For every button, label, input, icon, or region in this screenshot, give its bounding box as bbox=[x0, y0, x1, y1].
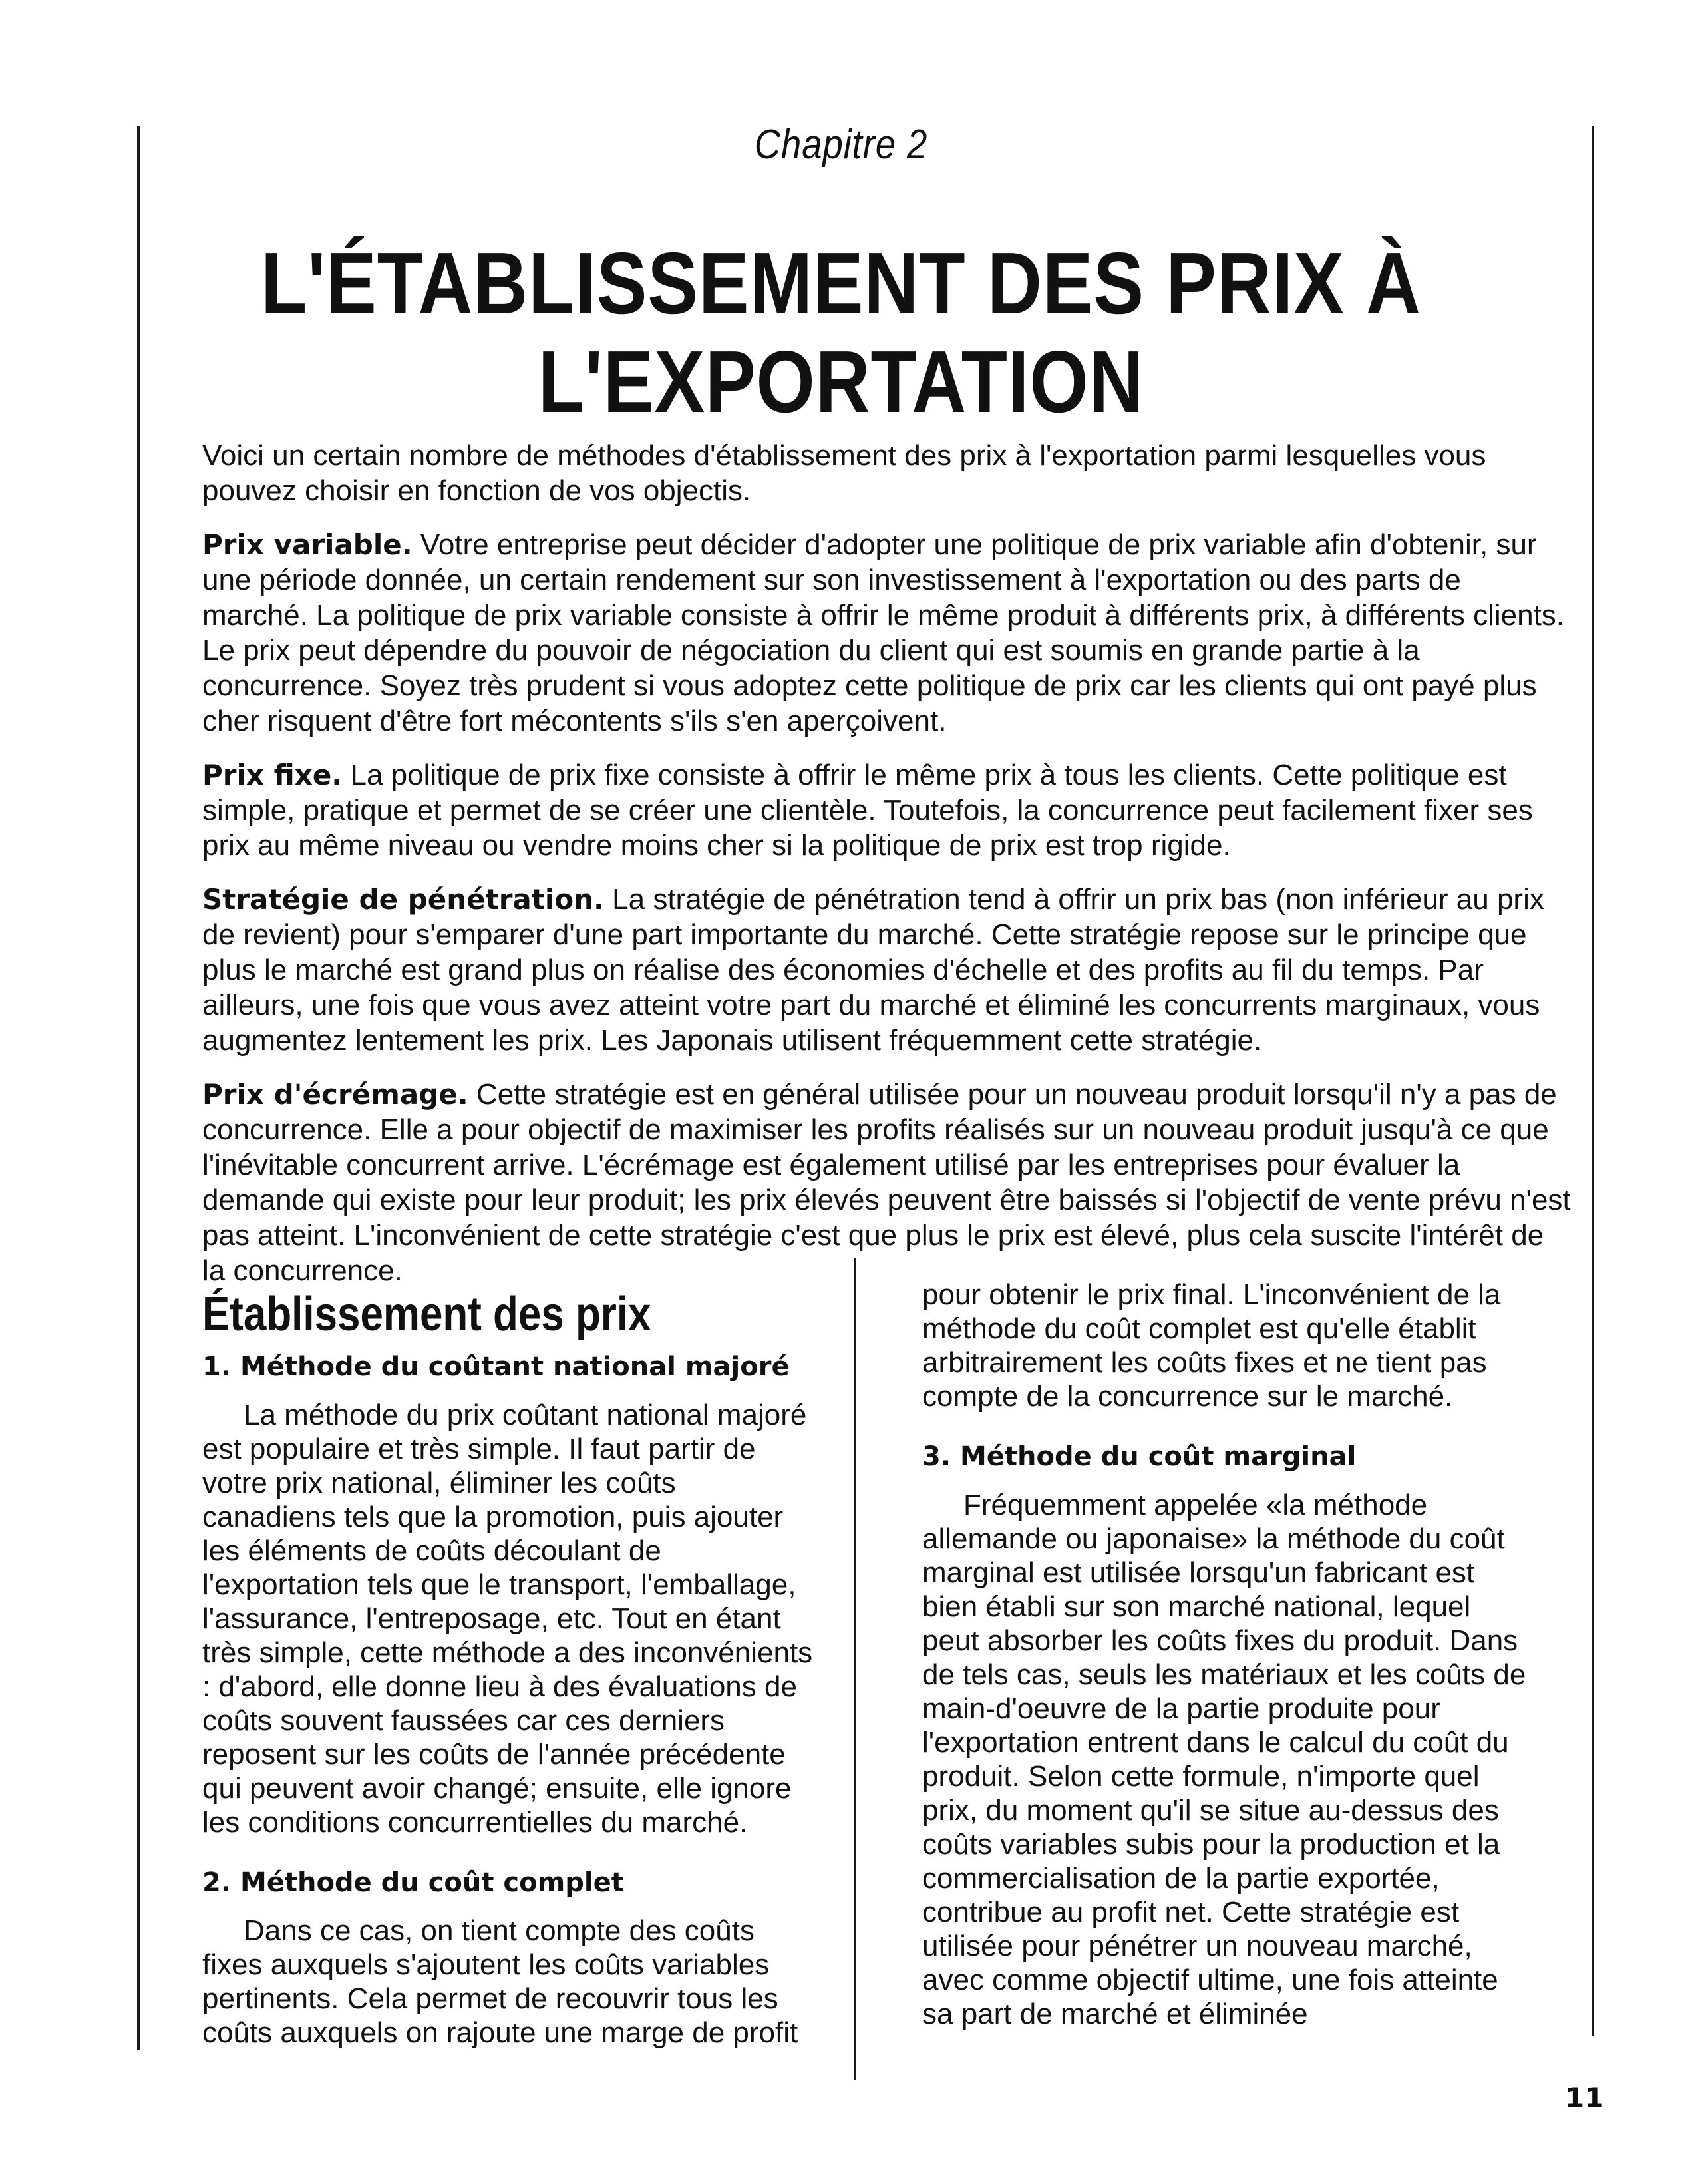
paragraph-text: La stratégie de pénétration tend à offrir un prix bas (non inférieur au prix de revient) pour s'emparer d'une part importante du marché. Cette stratégie repose sur le principe que plus le marché est grand plus on réalise des économies d'échelle et des profits au fil du temps. Par ailleurs, une fois que vous avez atteint votre part du marché et éliminé les concurrents marginaux, vous augmentez lentement les prix. Les Japonais utilisent fréquemment cette stratégie. bbox=[202, 883, 1544, 1057]
method-1-heading: 1. Méthode du coûtant national majoré bbox=[202, 1352, 790, 1382]
method-2-continued: pour obtenir le prix final. L'inconvénient de la méthode du coût complet est qu'elle établit arbitrairement les coûts fixes et ne tient pas compte de la concurrence sur le marché. bbox=[922, 1278, 1501, 1413]
page-title-line-1: L'ÉTABLISSEMENT DES PRIX À bbox=[261, 234, 1421, 332]
method-3-heading: 3. Méthode du coût marginal bbox=[922, 1441, 1357, 1472]
paragraph-prix-variable bbox=[202, 527, 1573, 739]
right-column bbox=[922, 1278, 1534, 2058]
method-2-heading: 2. Méthode du coût complet bbox=[202, 1867, 624, 1898]
column-divider bbox=[854, 1258, 856, 2080]
paragraph-text: La politique de prix fixe consiste à offrir le même prix à tous les clients. Cette politique est simple, pratique et permet de se créer une clientèle. Toutefois, la concurrence peut facilement fixer ses prix au même niveau ou vendre moins cher si la politique de prix est trop rigide. bbox=[202, 759, 1533, 862]
paragraph-prix-fixe bbox=[202, 757, 1573, 863]
method-1-text: La méthode du prix coûtant national majoré est populaire et très simple. Il faut partir de votre prix national, éliminer les coûts canadiens tels que la promotion, puis ajouter les éléments de coûts découlant de l'exportation tels que le transport, l'emballage, l'assurance, l'entreposage, etc. Tout en étant très simple, cette méthode a des inconvénients : d'abord, elle donne lieu à des évaluations de coûts souvent faussées car ces derniers reposent sur les coûts de l'année précédente qui peuvent avoir changé; ensuite, elle ignore les conditions concurrentielles du marché. bbox=[202, 1399, 813, 1839]
chapter-label: Chapitre 2 bbox=[754, 122, 928, 168]
left-column bbox=[202, 1288, 814, 2076]
paragraph-lead: Prix fixe. bbox=[202, 759, 343, 791]
method-3-text: Fréquemment appelée «la méthode allemande ou japonaise» la méthode du coût marginal est utilisée lorsqu'un fabricant est bien établi sur son marché national, lequel peut absorber les coûts fixes du produit. Dans de tels cas, seuls les matériaux et les coûts de main-d'oeuvre de la partie produite pour l'exportation entrent dans le calcul du coût du produit. Selon cette formule, n'importe quel prix, du moment qu'il se situe au-dessus des coûts variables subis pour la production et la commercialisation de la partie exportée, contribue au profit net. Cette stratégie est utilisée pour pénétrer un nouveau marché, avec comme objectif ultime, une fois atteinte sa part de marché et éliminée bbox=[922, 1489, 1526, 2030]
paragraph-text: Cette stratégie est en général utilisée pour un nouveau produit lorsqu'il n'y a pas de concurrence. Elle a pour objectif de maximiser les profits réalisés sur un nouveau produit jusqu'à ce que l'inévitable concurrent arrive. L'écrémage est également utilisé par les entreprises pour évaluer la demande qui existe pour leur produit; les prix élevés peuvent être baissés si l'objectif de vente prévu n'est pas atteint. L'inconvénient de cette stratégie c'est que plus le prix est élevé, plus cela suscite l'intérêt de la concurrence. bbox=[202, 1078, 1571, 1287]
right-margin-rule bbox=[1592, 126, 1594, 2036]
paragraph-penetration bbox=[202, 882, 1573, 1058]
paragraph-lead: Stratégie de pénétration. bbox=[202, 883, 604, 916]
paragraph-lead: Prix variable. bbox=[202, 528, 413, 561]
paragraph-text: Votre entreprise peut décider d'adopter une politique de prix variable afin d'obtenir, sur une période donnée, un certain rendement sur son investissement à l'exportation ou des parts de marché. La politique de prix variable consiste à offrir le même produit à différents prix, à différents clients. Le prix peut dépendre du pouvoir de négociation du client qui est soumis en grande partie à la concurrence. Soyez très prudent si vous adoptez cette politique de prix car les clients qui ont payé plus cher risquent d'être fort mécontents s'ils s'en aperçoivent. bbox=[202, 528, 1565, 737]
page-title-line-2: L'EXPORTATION bbox=[538, 333, 1144, 431]
intro-section bbox=[202, 438, 1573, 1307]
page-number: 11 bbox=[1565, 2082, 1604, 2114]
paragraph-ecremage bbox=[202, 1077, 1573, 1288]
intro-paragraph: Voici un certain nombre de méthodes d'établissement des prix à l'exportation parmi lesquelles vous pouvez choisir en fonction de vos objectis. bbox=[202, 439, 1486, 507]
section-title: Établissement des prix bbox=[202, 1288, 651, 1341]
page-title bbox=[118, 234, 1564, 431]
paragraph-lead: Prix d'écrémage. bbox=[202, 1078, 468, 1111]
method-2-text: Dans ce cas, on tient compte des coûts fixes auxquels s'ajoutent les coûts variables pertinents. Cela permet de recouvrir tous les coûts auxquels on rajoute une marge de profit bbox=[202, 1914, 798, 2049]
